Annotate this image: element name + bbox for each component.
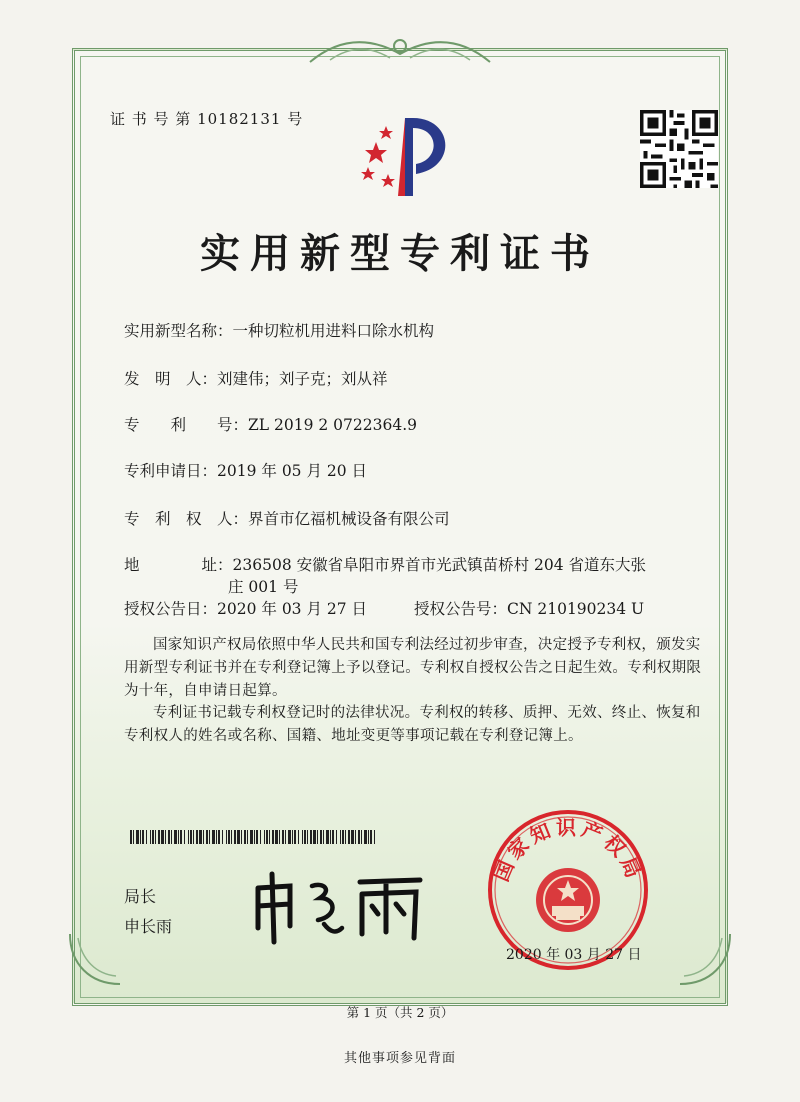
field-label: 专 利 权 人： bbox=[124, 510, 249, 528]
page-number: 第 1 页（共 2 页） bbox=[346, 1005, 454, 1020]
field-label: 专 利 号： bbox=[124, 416, 249, 434]
director-signature-icon bbox=[250, 868, 430, 948]
inventors-value: 刘建伟；刘子克；刘从祥 bbox=[217, 370, 388, 388]
field-label: 专利申请日： bbox=[124, 462, 218, 480]
field-label: 发 明 人： bbox=[124, 370, 218, 388]
field-announcement-date bbox=[124, 598, 367, 620]
director-name: 申长雨 bbox=[124, 917, 173, 936]
certificate-number: 证 书 号 第 10182131 号 bbox=[110, 110, 304, 128]
bottom-right-ornament-icon bbox=[670, 924, 740, 994]
bottom-left-ornament-icon bbox=[60, 924, 130, 994]
top-ornament-icon bbox=[300, 32, 500, 72]
field-announcement-number bbox=[414, 598, 644, 620]
certificate-title: 实用新型专利证书 bbox=[200, 231, 600, 277]
field-address bbox=[124, 554, 646, 576]
announcement-number-value: CN 210190234 U bbox=[507, 600, 645, 618]
application-date-value: 2019 年 05 月 20 日 bbox=[217, 462, 368, 480]
field-label: 授权公告日： bbox=[124, 600, 218, 618]
utility-model-name-value: 一种切粒机用进料口除水机构 bbox=[232, 322, 435, 340]
field-label: 授权公告号： bbox=[414, 600, 508, 618]
patent-number-value: ZL 2019 2 0722364.9 bbox=[248, 416, 417, 434]
director-title: 局长 bbox=[124, 887, 157, 906]
footer-note: 其他事项参见背面 bbox=[343, 1051, 456, 1066]
field-address-line2 bbox=[228, 576, 298, 598]
address-value-line1: 236508 安徽省阜阳市界首市光武镇苗桥村 204 省道东大张 bbox=[232, 556, 647, 574]
barcode-icon bbox=[130, 830, 380, 844]
field-label: 实用新型名称： bbox=[124, 322, 233, 340]
field-patent-number bbox=[124, 414, 417, 436]
qr-code-icon bbox=[640, 110, 718, 188]
issue-date: 2020 年 03 月 27 日 bbox=[506, 947, 642, 963]
svg-text:国家知识产权局: 国家知识产权局 bbox=[488, 815, 648, 885]
grant-statement-paragraph: 国家知识产权局依照中华人民共和国专利法经过初步审查，决定授予专利权，颁发实用新型专利证书并在专利登记簿上予以登记。专利权自授权公告之日起生效。专利权期限为十年，自申请日起算。 bbox=[124, 637, 702, 699]
field-utility-model-name bbox=[124, 320, 434, 342]
cnipa-logo-icon bbox=[358, 112, 468, 202]
field-label: 地 址： bbox=[124, 556, 233, 574]
legal-status-paragraph: 专利证书记载专利权登记时的法律状况。专利权的转移、质押、无效、终止、恢复和专利权人的姓名或名称、国籍、地址变更等事项记载在专利登记簿上。 bbox=[124, 705, 701, 744]
field-application-date bbox=[124, 460, 367, 482]
address-value-line2: 庄 001 号 bbox=[228, 578, 299, 596]
field-patentee bbox=[124, 508, 450, 530]
patentee-value: 界首市亿福机械设备有限公司 bbox=[248, 510, 450, 528]
announcement-date-value: 2020 年 03 月 27 日 bbox=[217, 600, 368, 618]
field-inventors bbox=[124, 368, 388, 390]
